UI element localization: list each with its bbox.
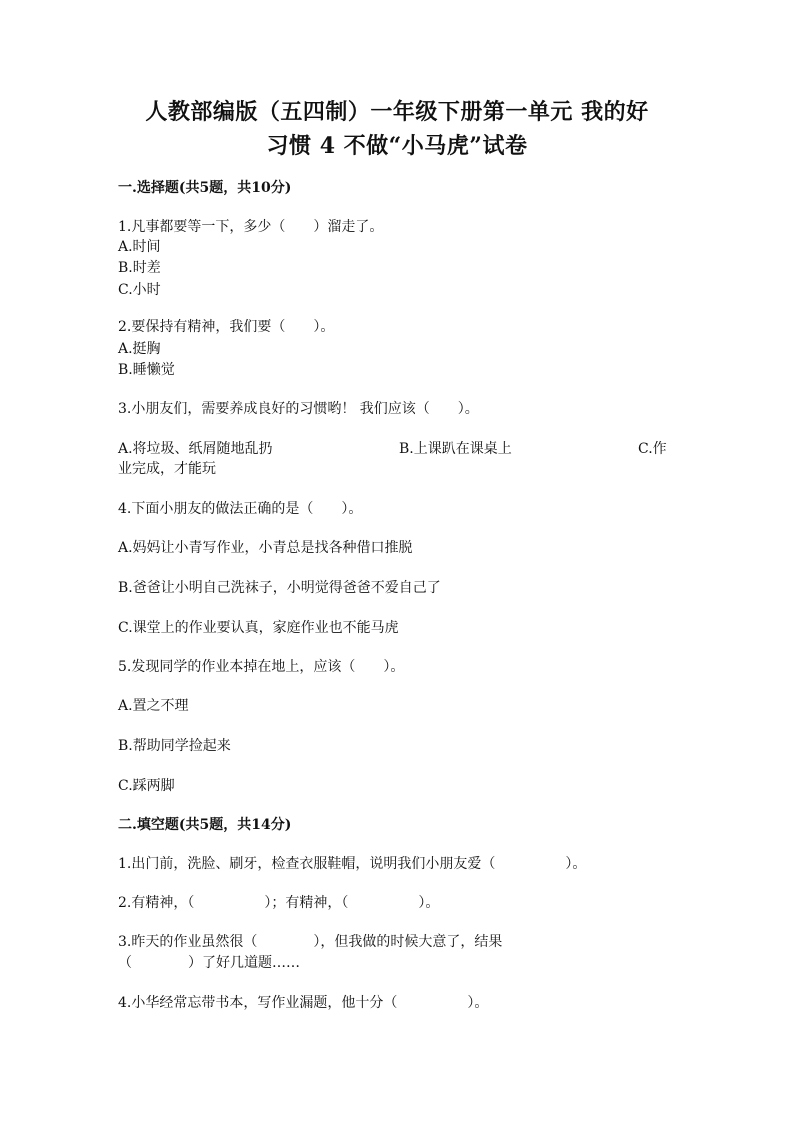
- question-options-row: [118, 439, 674, 479]
- exam-title-line-1: 人教部编版（五四制）一年级下册第一单元 我的好: [145, 99, 649, 125]
- question-stem: 5.发现同学的作业本掉在地上，应该（ ）。: [118, 659, 405, 675]
- section-heading-fill-blank: 二.填空题(共5题，共14分): [118, 817, 292, 833]
- question-option: A.时间: [118, 239, 161, 255]
- question-stem: 3.小朋友们，需要养成良好的习惯哟！ 我们应该（ ）。: [118, 401, 479, 417]
- question-option: B.时差: [118, 260, 161, 276]
- fill-blank-question: 2.有精神，（ ）；有精神，（ ）。: [118, 895, 440, 911]
- fill-blank-question: 4.小华经常忘带书本，写作业漏题，他十分（ ）。: [118, 995, 489, 1011]
- question-stem: 4.下面小朋友的做法正确的是（ ）。: [118, 501, 363, 517]
- question-option-continuation: 业完成，才能玩: [118, 461, 216, 477]
- question-option: C.课堂上的作业要认真，家庭作业也不能马虎: [118, 620, 399, 636]
- question-option: C.踩两脚: [118, 778, 175, 794]
- fill-blank-question: 3.昨天的作业虽然很（ ），但我做的时候大意了，结果: [118, 934, 503, 950]
- question-option: B.上课趴在课桌上: [399, 441, 512, 457]
- section-heading-choice: 一.选择题(共5题，共10分): [118, 180, 292, 196]
- question-option: C.小时: [118, 282, 161, 298]
- fill-blank-question-continuation: （ ）了好几道题……: [118, 955, 300, 971]
- question-option: A.挺胸: [118, 341, 161, 357]
- question-stem: 2.要保持有精神，我们要（ ）。: [118, 319, 335, 335]
- question-stem: 1.凡事都要等一下，多少（ ）溜走了。: [118, 219, 384, 235]
- question-option: C.作: [638, 441, 667, 457]
- question-option: A.置之不理: [118, 698, 189, 714]
- question-option: B.睡懒觉: [118, 362, 175, 378]
- question-option: B.爸爸让小明自己洗袜子，小明觉得爸爸不爱自己了: [118, 580, 441, 596]
- question-option: A.妈妈让小青写作业，小青总是找各种借口推脱: [118, 540, 413, 556]
- question-option: A.将垃圾、纸屑随地乱扔: [118, 441, 273, 457]
- fill-blank-question: 1.出门前，洗脸、刷牙，检查衣服鞋帽，说明我们小朋友爱（ ）。: [118, 856, 587, 872]
- question-option: B.帮助同学捡起来: [118, 738, 231, 754]
- exam-title-line-2: 习惯 4 不做“小马虎”试卷: [266, 133, 528, 159]
